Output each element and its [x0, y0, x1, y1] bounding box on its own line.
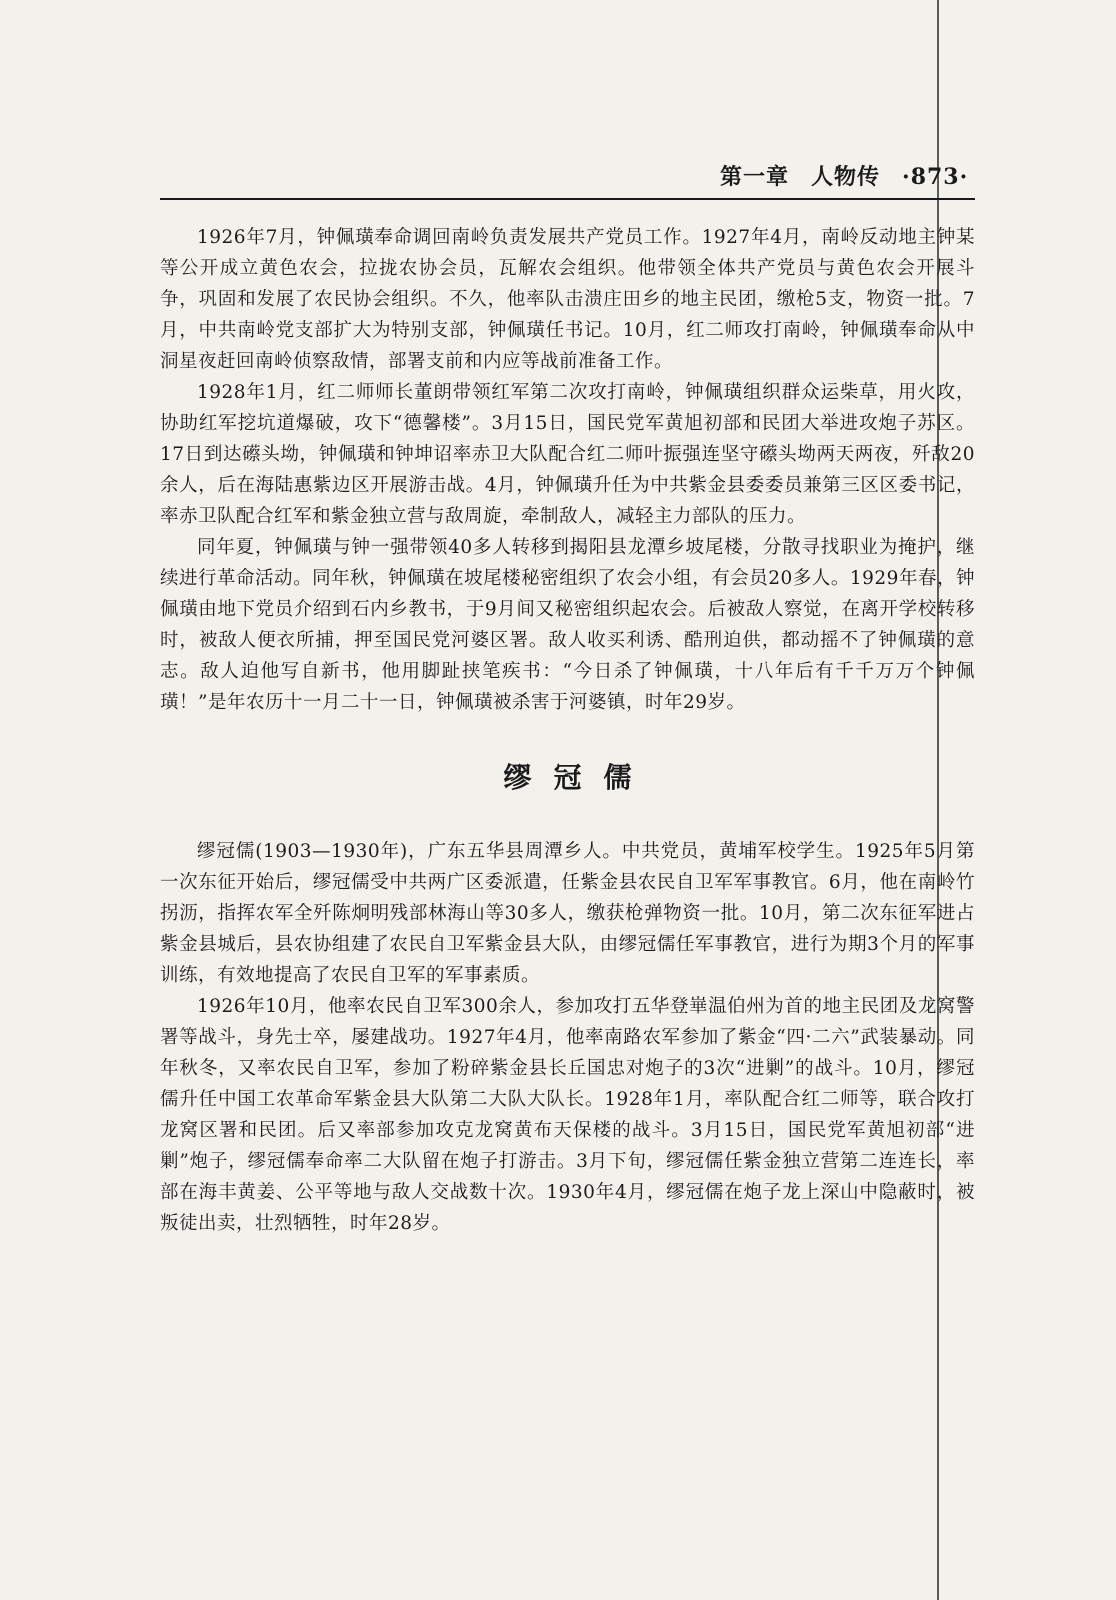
article-miao-guanru [160, 836, 975, 1239]
chapter-label: 第一章 [720, 164, 790, 190]
article-zhong-peihuang [160, 222, 975, 718]
paragraph: 同年夏，钟佩璜与钟一强带领40多人转移到揭阳县龙潭乡坡尾楼，分散寻找职业为掩护，继续进行革命活动。同年秋，钟佩璜在坡尾楼秘密组织了农会小组，有会员20多人。1929年春，钟佩璜由地下党员介绍到石内乡教书，于9月间又秘密组织起农会。后被敌人察觉，在离开学校转移时，被敌人便衣所捕，押至国民党河婆区署。敌人收买利诱、酷刑迫供，都动摇不了钟佩璜的意志。敌人迫他写自新书，他用脚趾挟笔疾书：“今日杀了钟佩璜，十八年后有千千万万个钟佩璜！”是年农历十一月二十一日，钟佩璜被杀害于河婆镇，时年29岁。 [160, 537, 975, 713]
paragraph: 1926年10月，他率农民自卫军300余人，参加攻打五华登崋温伯州为首的地主民团及龙窝警署等战斗，身先士卒，屡建战功。1927年4月，他率南路农军参加了紫金“四·二六”武装暴动。同年秋冬，又率农民自卫军，参加了粉碎紫金县长丘国忠对炮子的3次“进剿”的战斗。10月，缪冠儒升任中国工农革命军紫金县大队第二大队大队长。1928年1月，率队配合红二师等，联合攻打龙窝区署和民团。后又率部参加攻克龙窝黄布天保楼的战斗。3月15日，国民党军黄旭初部“进剿”炮子，缪冠儒奉命率二大队留在炮子打游击。3月下旬，缪冠儒任紫金独立营第二连连长，率部在海丰黄姜、公平等地与敌人交战数十次。1930年4月，缪冠儒在炮子龙上深山中隐蔽时，被叛徒出卖，壮烈牺牲，时年28岁。 [160, 996, 975, 1234]
paragraph: 1926年7月，钟佩璜奉命调回南岭负责发展共产党员工作。1927年4月，南岭反动地主钟某等公开成立黄色农会，拉拢农协会员，瓦解农会组织。他带领全体共产党员与黄色农会开展斗争，巩固和发展了农民协会组织。不久，他率队击溃庄田乡的地主民团，缴枪5支，物资一批。7月，中共南岭党支部扩大为特别支部，钟佩璜任书记。10月，红二师攻打南岭，钟佩璜奉命从中洞星夜赶回南岭侦察敌情，部署支前和内应等战前准备工作。 [160, 227, 975, 372]
section-label: 人物传 [811, 164, 881, 190]
paragraph: 缪冠儒(1903—1930年)，广东五华县周潭乡人。中共党员，黄埔军校学生。1925年5月第一次东征开始后，缪冠儒受中共两广区委派遣，任紫金县农民自卫军军事教官。6月，他在南岭竹拐沥，指挥农军全歼陈炯明残部林海山等30多人，缴获枪弹物资一批。10月，第二次东征军进占紫金县城后，县农协组建了农民自卫军紫金县大队，由缪冠儒任军事教官，进行为期3个月的军事训练，有效地提高了农民自卫军的军事素质。 [160, 841, 975, 986]
page-number: ·873· [902, 164, 969, 190]
running-header [720, 160, 968, 191]
body-text [160, 222, 975, 1239]
header-rule [160, 198, 975, 200]
section-title: 缪冠儒 [503, 761, 654, 794]
paragraph: 1928年1月，红二师师长董朗带领红军第二次攻打南岭，钟佩璜组织群众运柴草，用火攻，协助红军挖坑道爆破，攻下“德馨楼”。3月15日，国民党军黄旭初部和民团大举进攻炮子苏区。17日到达礤头坳，钟佩璜和钟坤诏率赤卫大队配合红二师叶振强连坚守礤头坳两天两夜，歼敌20余人，后在海陆惠紫边区开展游击战。4月，钟佩璜升任为中共紫金县委委员兼第三区区委书记，率赤卫队配合红军和紫金独立营与敌周旋，牵制敌人，减轻主力部队的压力。 [160, 382, 975, 527]
